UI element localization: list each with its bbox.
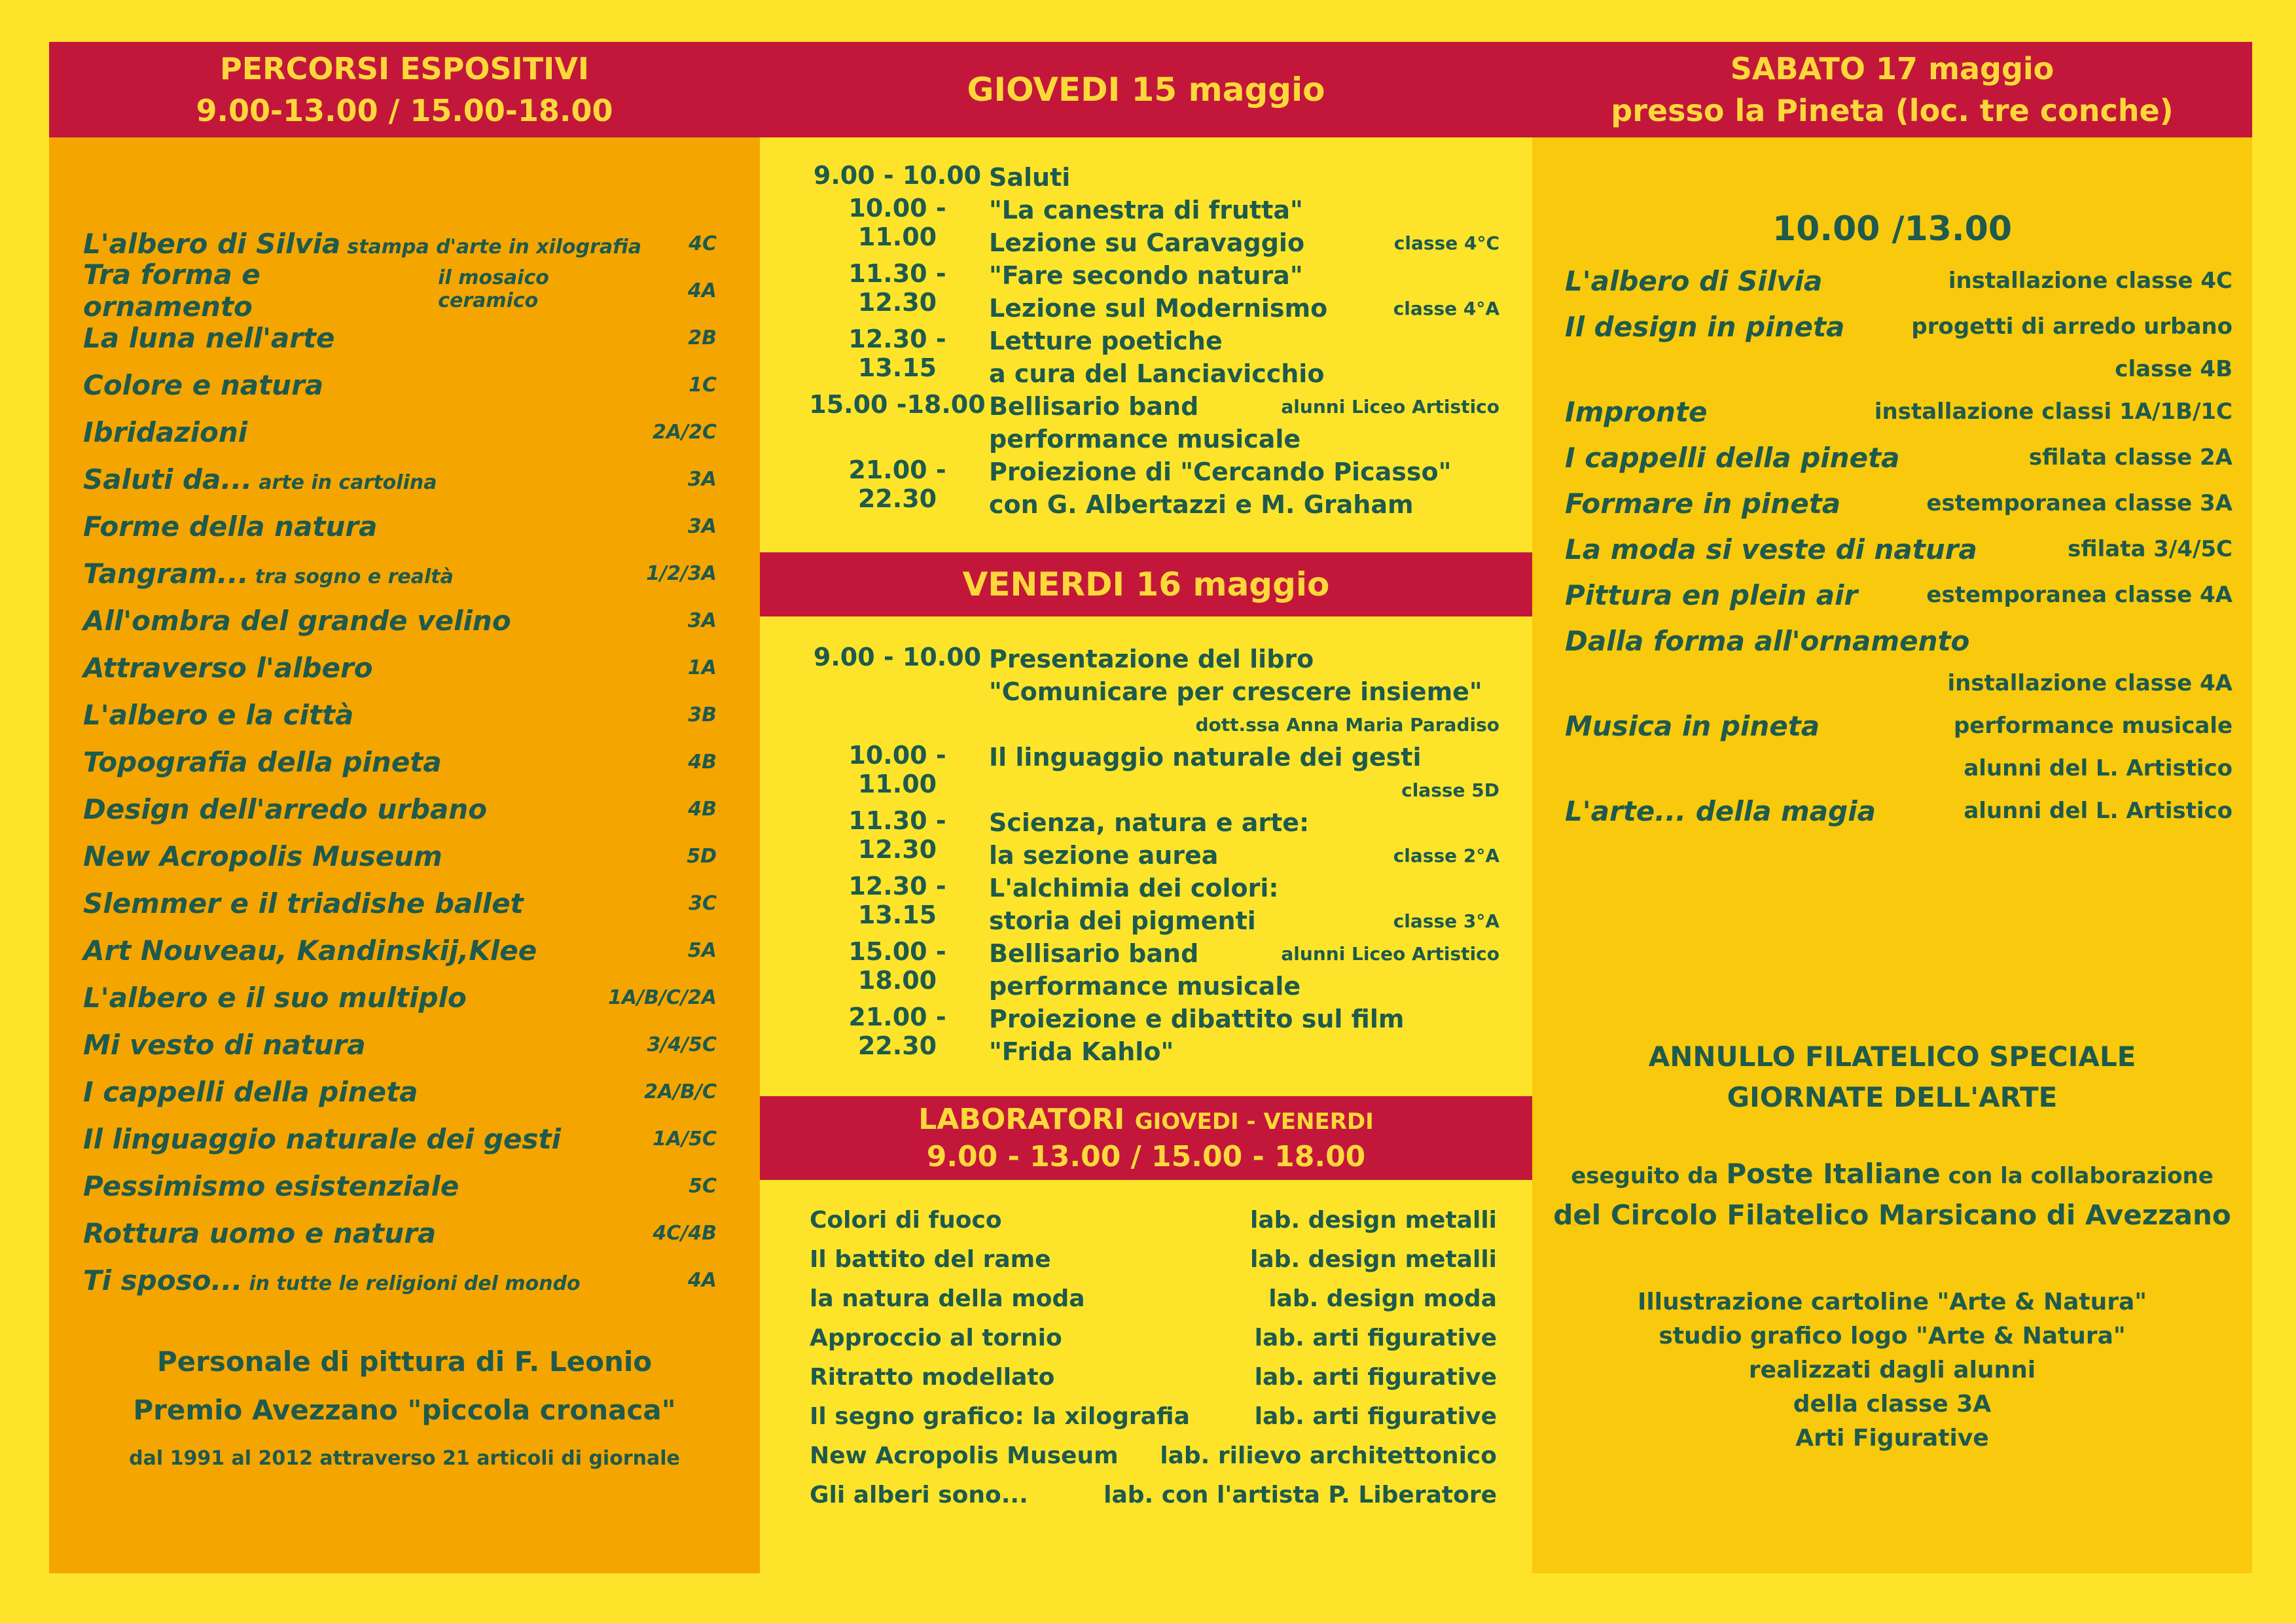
labs-list [810, 1200, 1497, 1514]
exhibition-title-group [83, 699, 353, 731]
saturday-title: L'arte... della magia [1565, 794, 1876, 827]
event-text: Letture poetiche [989, 327, 1223, 355]
labs-title: LABORATORI [918, 1102, 1125, 1136]
event-body [989, 325, 1499, 390]
exhibition-title-group [83, 463, 437, 495]
lab-location: lab. design metalli [1250, 1206, 1497, 1234]
exhibition-item [83, 1115, 717, 1162]
exhibition-class: 3B [688, 703, 717, 726]
event-note: classe 4°A [1393, 297, 1499, 319]
exhibition-item [83, 1209, 717, 1257]
event-line [989, 937, 1499, 970]
exhibition-item [83, 597, 717, 644]
saturday-list [1565, 258, 2233, 834]
exhibition-title: Attraverso l'albero [83, 651, 373, 684]
exhibition-class: 1A/5C [653, 1127, 717, 1150]
poste-post: con la collaborazione [1948, 1163, 2214, 1189]
saturday-desc: estemporanea classe 4A [1926, 582, 2233, 608]
exhibition-title-group [83, 935, 537, 967]
exhibition-title: Ibridazioni [83, 416, 248, 448]
event-body [989, 937, 1499, 1003]
saturday-item [1565, 480, 2233, 526]
friday-title: VENERDI 16 maggio [962, 565, 1330, 603]
lab-location: lab. arti figurative [1254, 1363, 1497, 1391]
footer-personale: Personale di pittura di F. Leonio [156, 1346, 653, 1378]
saturday-item [1565, 703, 2233, 788]
lab-location: lab. design metalli [1250, 1245, 1497, 1273]
saturday-title: La moda si veste di natura [1565, 533, 1977, 565]
schedule-event [806, 161, 1499, 194]
saturday-location: presso la Pineta (loc. tre conche) [1611, 93, 2174, 128]
labs-days: GIOVEDI - VENERDI [1134, 1108, 1374, 1135]
saturday-title: L'albero di Silvia [1565, 264, 1823, 297]
saturday-desc: progetti di arredo urbano [1911, 313, 2233, 340]
annullo-block [1532, 1037, 2252, 1118]
exhibition-title-group [83, 259, 651, 323]
exhibition-title: Il linguaggio naturale dei gesti [83, 1122, 562, 1155]
schedule-event [806, 259, 1499, 325]
lab-location: lab. con l'artista P. Liberatore [1103, 1481, 1497, 1508]
poste-pre: eseguito da [1571, 1163, 1719, 1189]
event-body [989, 741, 1499, 806]
poste-block [1532, 1154, 2252, 1235]
exhibitions-title: PERCORSI ESPOSITIVI [220, 51, 589, 86]
event-line [989, 643, 1499, 675]
lab-name: la natura della moda [810, 1285, 1085, 1312]
saturday-item [1565, 526, 2233, 572]
exhibition-title-group [83, 982, 467, 1014]
event-time: 15.00 - 18.00 [848, 937, 946, 995]
event-time: 12.30 - 13.15 [848, 325, 946, 382]
event-line [989, 357, 1499, 390]
exhibition-title-group [83, 887, 524, 919]
exhibition-class: 4C/4B [653, 1221, 717, 1245]
event-text: "Frida Kahlo" [989, 1037, 1174, 1066]
event-line [989, 675, 1499, 708]
lab-item [810, 1240, 1497, 1279]
exhibition-item [83, 503, 717, 550]
event-line [989, 423, 1499, 455]
event-note: classe 2°A [1393, 844, 1499, 866]
exhibition-item [83, 550, 717, 597]
exhibition-class: 4B [688, 797, 717, 821]
exhibition-title-group [83, 558, 454, 590]
exhibition-class: 2B [688, 326, 717, 349]
saturday-item [1565, 304, 2233, 389]
exhibition-class: 1A/B/C/2A [608, 986, 717, 1009]
saturday-row [1565, 618, 2233, 664]
saturday-item [1565, 618, 2233, 703]
thursday-title: GIOVEDI 15 maggio [967, 71, 1325, 109]
event-note: classe 3°A [1393, 910, 1499, 932]
exhibition-title-group [83, 1076, 418, 1108]
exhibition-title-group [83, 1217, 436, 1249]
exhibition-title: Rottura uomo e natura [83, 1217, 437, 1249]
lab-location: lab. arti figurative [1254, 1324, 1497, 1351]
lab-name: Ritratto modellato [810, 1363, 1055, 1391]
lab-item [810, 1436, 1497, 1475]
annullo-line1: ANNULLO FILATELICO SPECIALE [1648, 1041, 2136, 1073]
exhibition-item [83, 832, 717, 880]
saturday-title: SABATO 17 maggio [1730, 51, 2054, 86]
event-line [989, 839, 1499, 872]
friday-header [760, 552, 1532, 616]
exhibition-item [83, 1162, 717, 1209]
exhibition-subtitle: tra sogno e realtà [255, 565, 454, 588]
saturday-item [1565, 389, 2233, 435]
event-time: 21.00 - 22.30 [848, 1003, 946, 1060]
exhibition-title-group [83, 793, 487, 825]
exhibition-item [83, 1068, 717, 1115]
exhibition-class: 2A/2C [653, 420, 717, 444]
saturday-title: Musica in pineta [1565, 709, 1820, 742]
exhibition-subtitle: in tutte le religioni del mondo [249, 1272, 581, 1295]
saturday-header [1532, 42, 2252, 137]
exhibition-subtitle: arte in cartolina [259, 471, 437, 494]
schedule-event [806, 937, 1499, 1003]
event-time: 21.00 - 22.30 [848, 455, 946, 513]
event-line [989, 904, 1499, 937]
lab-name: Il segno grafico: la xilografia [810, 1402, 1190, 1430]
lab-item [810, 1279, 1497, 1318]
event-body [989, 643, 1499, 741]
event-text: "Fare secondo natura" [989, 261, 1303, 290]
exhibition-item [83, 974, 717, 1021]
exhibition-item [83, 785, 717, 832]
event-text: "Comunicare per crescere insieme" [989, 677, 1482, 706]
exhibition-title-group [83, 1123, 561, 1155]
exhibition-title-group [83, 1170, 459, 1202]
illustration-credits [1532, 1285, 2252, 1455]
exhibition-title-group [83, 1264, 581, 1296]
exhibition-title-group [83, 840, 442, 872]
exhibition-title: I cappelli della pineta [83, 1075, 418, 1108]
exhibition-title: All'ombra del grande velino [83, 604, 511, 637]
saturday-row [1565, 788, 2233, 834]
event-text: performance musicale [989, 972, 1301, 1001]
exhibition-title: Forme della natura [83, 510, 378, 543]
event-time: 9.00 - 10.00 [813, 643, 982, 671]
event-body [989, 455, 1499, 521]
exhibition-title: Ti sposo... [83, 1264, 243, 1296]
exhibition-title: La luna nell'arte [83, 321, 335, 354]
event-text: Presentazione del libro [989, 645, 1314, 673]
lab-name: Colori di fuoco [810, 1206, 1002, 1234]
event-text: storia dei pigmenti [989, 906, 1256, 935]
exhibition-item [83, 361, 717, 408]
footer-articles: dal 1991 al 2012 attraverso 21 articoli di giornale [129, 1447, 680, 1470]
event-line [989, 1035, 1499, 1068]
event-line [989, 161, 1499, 194]
event-text: con G. Albertazzi e M. Graham [989, 490, 1414, 519]
event-time: 10.00 - 11.00 [848, 741, 946, 798]
saturday-item [1565, 258, 2233, 304]
exhibitions-footer [49, 1338, 760, 1483]
saturday-item [1565, 435, 2233, 480]
exhibition-subtitle: il mosaico ceramico [438, 266, 549, 312]
event-time: 10.00 - 11.00 [848, 194, 946, 251]
lab-item [810, 1397, 1497, 1436]
poste-circolo: del Circolo Filatelico Marsicano di Avezzano [1553, 1199, 2231, 1231]
illus-line: Arti Figurative [1795, 1425, 1989, 1452]
lab-location: lab. rilievo architettonico [1160, 1442, 1497, 1469]
exhibition-class: 1/2/3A [646, 562, 717, 585]
saturday-hours: 10.00 /13.00 [1772, 209, 2013, 249]
event-note: alunni Liceo Artistico [1281, 395, 1499, 418]
event-time: 15.00 -18.00 [809, 390, 986, 419]
event-line [989, 806, 1499, 839]
exhibition-title: Art Nouveau, Kandinskij,Klee [83, 934, 537, 967]
event-text: a cura del Lanciavicchio [989, 359, 1325, 388]
exhibitions-header [49, 42, 760, 137]
saturday-row [1565, 435, 2233, 480]
event-line [989, 741, 1499, 774]
exhibition-class: 3/4/5C [647, 1033, 717, 1056]
saturday-title: Impronte [1565, 395, 1708, 428]
saturday-row [1565, 703, 2233, 749]
exhibition-title: Topografia della pineta [83, 745, 442, 778]
event-time: 9.00 - 10.00 [813, 161, 982, 190]
event-text: performance musicale [989, 425, 1301, 454]
exhibition-title-group [83, 369, 323, 401]
saturday-desc: sfilata 3/4/5C [2068, 536, 2233, 562]
illus-line: della classe 3A [1793, 1391, 1992, 1418]
exhibition-item [83, 455, 717, 503]
exhibition-item [83, 927, 717, 974]
poste-name: Poste Italiane [1726, 1158, 1941, 1190]
event-text: L'alchimia dei colori: [989, 874, 1279, 902]
exhibition-title-group [83, 605, 511, 637]
saturday-extra: alunni del L. Artistico [1964, 755, 2233, 781]
lab-name: New Acropolis Museum [810, 1442, 1119, 1469]
event-text: Lezione su Caravaggio [989, 228, 1305, 257]
schedule-event [806, 325, 1499, 390]
event-line [989, 872, 1499, 904]
saturday-title: Il design in pineta [1565, 310, 1845, 343]
event-line [989, 774, 1499, 806]
schedule-event [806, 872, 1499, 937]
saturday-row [1565, 389, 2233, 435]
event-line [989, 1003, 1499, 1035]
exhibition-item [83, 408, 717, 455]
exhibition-class: 5D [687, 844, 717, 868]
exhibitions-hours: 9.00-13.00 / 15.00-18.00 [196, 93, 613, 128]
lab-location: lab. design moda [1268, 1285, 1497, 1312]
saturday-title: I cappelli della pineta [1565, 441, 1900, 474]
exhibition-class: 5C [689, 1174, 717, 1198]
exhibition-title: Tra forma e ornamento [83, 259, 260, 323]
event-body [989, 390, 1499, 455]
event-note: classe 4°C [1393, 232, 1499, 254]
saturday-item [1565, 788, 2233, 834]
event-note: alunni Liceo Artistico [1281, 942, 1499, 965]
annullo-line2: GIORNATE DELL'ARTE [1727, 1081, 2058, 1113]
saturday-row [1565, 480, 2233, 526]
event-body [989, 872, 1499, 937]
event-text: Saluti [989, 163, 1071, 192]
saturday-row [1565, 572, 2233, 618]
exhibition-title-group [83, 322, 335, 354]
exhibition-class: 4A [687, 279, 717, 302]
lab-item [810, 1357, 1497, 1397]
event-body [989, 161, 1499, 194]
saturday-extra: installazione classe 4A [1947, 670, 2233, 696]
event-body [989, 194, 1499, 259]
exhibition-class: 4B [688, 750, 717, 774]
event-text: Bellisario band [989, 939, 1199, 968]
saturday-item [1565, 572, 2233, 618]
exhibitions-panel [49, 42, 760, 1573]
saturday-row [1565, 526, 2233, 572]
exhibition-title-group [83, 510, 377, 543]
exhibition-title: Colore e natura [83, 368, 324, 401]
event-text: Proiezione e dibattito sul film [989, 1005, 1405, 1033]
saturday-title: Formare in pineta [1565, 487, 1841, 520]
schedule-event [806, 390, 1499, 455]
illus-line: Illustrazione cartoline "Arte & Natura" [1637, 1289, 2147, 1315]
event-line [989, 708, 1499, 741]
exhibition-class: 4A [687, 1268, 717, 1292]
event-body [989, 1003, 1499, 1068]
exhibition-title: L'albero e il suo multiplo [83, 981, 467, 1014]
exhibition-title: Saluti da... [83, 463, 253, 495]
labs-header [760, 1096, 1532, 1180]
schedule-event [806, 643, 1499, 741]
lab-location: lab. arti figurative [1254, 1402, 1497, 1430]
friday-schedule [806, 643, 1499, 1068]
event-text: Il linguaggio naturale dei gesti [989, 743, 1422, 772]
exhibition-item [83, 880, 717, 927]
event-text: Bellisario band [989, 392, 1199, 421]
event-note: dott.ssa Anna Maria Paradiso [1195, 713, 1499, 736]
saturday-desc: performance musicale [1953, 713, 2233, 739]
saturday-desc: alunni del L. Artistico [1964, 798, 2233, 824]
exhibition-item [83, 691, 717, 738]
lab-item [810, 1475, 1497, 1514]
event-text: Lezione sul Modernismo [989, 294, 1328, 323]
event-body [989, 806, 1499, 872]
event-text: "La canestra di frutta" [989, 196, 1303, 224]
event-time: 12.30 - 13.15 [848, 872, 946, 929]
exhibition-class: 2A/B/C [644, 1080, 717, 1103]
schedule-event [806, 741, 1499, 806]
saturday-title: Dalla forma all'ornamento [1565, 624, 1970, 657]
saturday-row [1565, 304, 2233, 349]
schedule-event [806, 194, 1499, 259]
exhibition-item [83, 1257, 717, 1304]
exhibition-title-group [83, 416, 247, 448]
illus-line: studio grafico logo "Arte & Natura" [1659, 1323, 2126, 1349]
lab-item [810, 1200, 1497, 1240]
exhibition-title-group [83, 1029, 366, 1061]
exhibition-title-group [83, 746, 442, 778]
saturday-extra: classe 4B [2115, 356, 2233, 382]
exhibition-class: 3A [687, 467, 717, 491]
labs-hours: 9.00 - 13.00 / 15.00 - 18.00 [926, 1139, 1366, 1173]
event-text: Proiezione di "Cercando Picasso" [989, 457, 1452, 486]
exhibition-class: 3C [689, 891, 717, 915]
exhibition-item [83, 644, 717, 691]
exhibition-title-group [83, 652, 373, 684]
saturday-title: Pittura en plein air [1565, 579, 1858, 611]
schedule-event [806, 806, 1499, 872]
exhibition-class: 3A [687, 514, 717, 538]
event-text: Scienza, natura e arte: [989, 808, 1310, 837]
exhibition-class: 5A [687, 938, 717, 962]
saturday-panel [1532, 42, 2252, 1573]
event-line [989, 292, 1499, 325]
event-line [989, 325, 1499, 357]
exhibition-title: Design dell'arredo urbano [83, 793, 488, 825]
thursday-schedule [806, 161, 1499, 521]
lab-name: Il battito del rame [810, 1245, 1051, 1273]
event-line [989, 970, 1499, 1003]
schedule-panel [760, 42, 1532, 1573]
event-line [989, 390, 1499, 423]
saturday-desc: estemporanea classe 3A [1926, 490, 2233, 516]
lab-item [810, 1318, 1497, 1357]
event-time: 11.30 - 12.30 [848, 259, 946, 317]
exhibition-class: 4C [689, 232, 717, 255]
illus-line: realizzati dagli alunni [1748, 1357, 2036, 1383]
footer-premio: Premio Avezzano "piccola cronaca" [133, 1394, 676, 1426]
saturday-row [1565, 258, 2233, 304]
exhibition-item [83, 738, 717, 785]
exhibition-class: 1C [689, 373, 717, 397]
exhibitions-list [83, 220, 717, 1304]
event-line [989, 259, 1499, 292]
lab-name: Approccio al tornio [810, 1324, 1062, 1351]
saturday-desc: installazione classi 1A/1B/1C [1874, 399, 2233, 425]
event-text: la sezione aurea [989, 841, 1219, 870]
schedule-event [806, 1003, 1499, 1068]
exhibition-item [83, 259, 717, 323]
exhibition-subtitle: stampa d'arte in xilografia [347, 235, 642, 259]
exhibition-class: 1A [687, 656, 717, 679]
saturday-desc: sfilata classe 2A [2028, 444, 2233, 471]
event-line [989, 455, 1499, 488]
saturday-desc: installazione classe 4C [1948, 268, 2233, 294]
event-body [989, 259, 1499, 325]
exhibition-title: L'albero e la città [83, 698, 354, 731]
event-line [989, 488, 1499, 521]
exhibition-title: Mi vesto di natura [83, 1028, 366, 1061]
exhibition-title: Slemmer e il triadishe ballet [83, 887, 524, 919]
event-time: 11.30 - 12.30 [848, 806, 946, 864]
event-line [989, 226, 1499, 259]
exhibition-class: 3A [687, 609, 717, 632]
exhibition-item [83, 1021, 717, 1068]
exhibition-title: L'albero di Silvia [83, 227, 341, 260]
exhibition-title: New Acropolis Museum [83, 840, 442, 872]
thursday-header [760, 42, 1532, 137]
exhibition-title: Tangram... [83, 557, 249, 590]
event-note: classe 5D [1401, 779, 1499, 801]
schedule-event [806, 455, 1499, 521]
lab-name: Gli alberi sono... [810, 1481, 1028, 1508]
exhibition-title-group [83, 228, 641, 260]
exhibition-title: Pessimismo esistenziale [83, 1169, 459, 1202]
event-line [989, 194, 1499, 226]
